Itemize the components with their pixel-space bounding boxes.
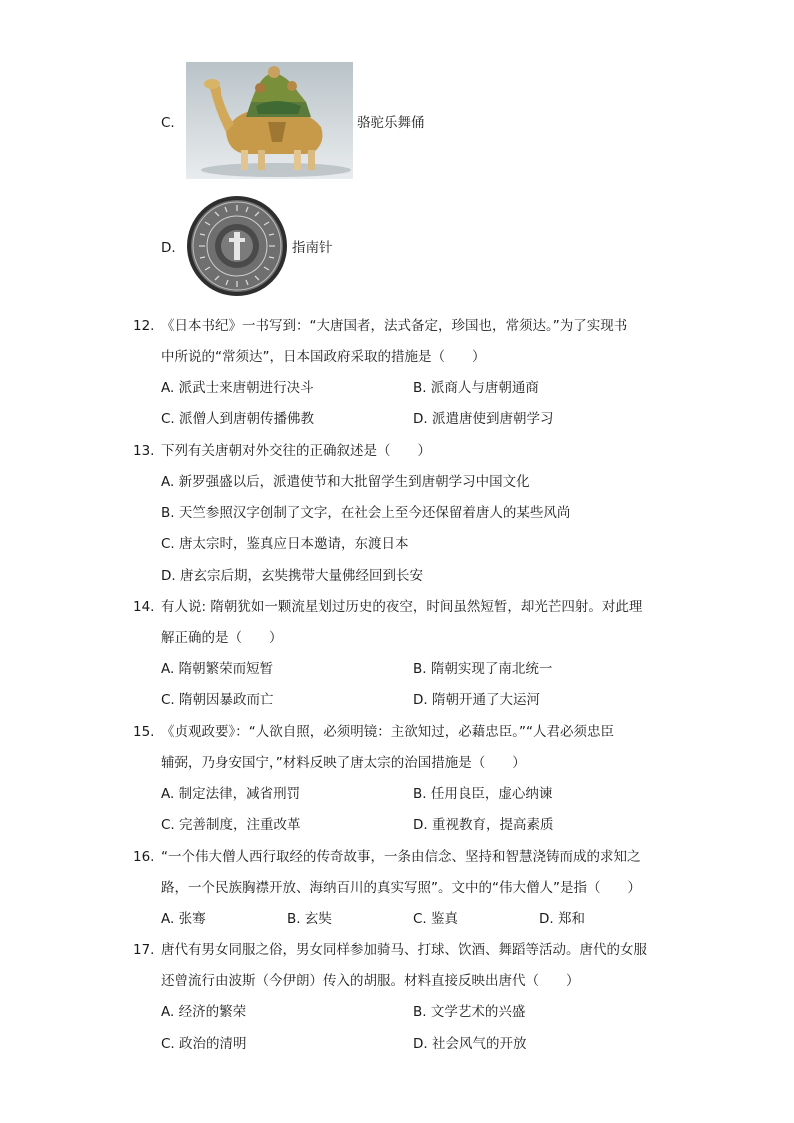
question-17-stem-line-1: 唐代有男女同服之俗，男女同样参加骑马、打球、饮酒、舞蹈等活动。唐代的女服 [161,942,647,958]
question-15-stem-line-1: 《贞观政要》：“人欲自照，必须明镜：主欲知过，必藉忠臣。”“人君必须忠臣 [161,724,614,740]
question-15-number: 15. [133,724,155,740]
question-12-option-d: D. 派遣唐使到唐朝学习 [413,411,554,427]
question-14-option-a: A. 隋朝繁荣而短暂 [161,661,274,677]
question-14-option-d: D. 隋朝开通了大运河 [413,692,540,708]
question-16-stem-line-1: “一个伟大僧人西行取经的传奇故事，一条由信念、坚持和智慧浇铸而成的求知之 [161,849,641,865]
question-13-option-d: D. 唐玄宗后期，玄奘携带大量佛经回到长安 [161,568,423,584]
camel-figurine-image [186,62,353,179]
question-16-option-c: C. 鉴真 [413,911,459,927]
question-12-number: 12. [133,318,155,334]
question-17-option-c: C. 政治的清明 [161,1036,247,1052]
question-12-stem-line-2: 中所说的“常须达”，日本国政府采取的措施是（ ） [161,349,486,365]
question-17-option-b: B. 文学艺术的兴盛 [413,1004,526,1020]
question-17-number: 17. [133,942,155,958]
option-d-letter: D. [161,240,176,256]
question-15-option-c: C. 完善制度，注重改革 [161,817,301,833]
option-c-letter: C. [161,115,175,131]
question-14-option-b: B. 隋朝实现了南北统一 [413,661,553,677]
question-15-option-d: D. 重视教育，提高素质 [413,817,554,833]
question-13-option-b: B. 天竺参照汉字创制了文字，在社会上至今还保留着唐人的某些风尚 [161,505,571,521]
question-16-option-b: B. 玄奘 [287,911,332,927]
question-15-option-a: A. 制定法律，减省刑罚 [161,786,301,802]
question-16-number: 16. [133,849,155,865]
question-13-number: 13. [133,443,155,459]
question-14-stem-line-1: 有人说: 隋朝犹如一颗流星划过历史的夜空，时间虽然短暂，却光芒四射。对此理 [161,599,643,615]
question-14-number: 14. [133,599,155,615]
question-13-option-a: A. 新罗强盛以后，派遣使节和大批留学生到唐朝学习中国文化 [161,474,530,490]
compass-disc-image [185,194,289,298]
question-12-stem-line-1: 《日本书纪》一书写到：“大唐国者，法式备定，珍国也，常须达。”为了实现书 [161,318,628,334]
question-17-option-d: D. 社会风气的开放 [413,1036,527,1052]
question-14-option-c: C. 隋朝因暴政而亡 [161,692,274,708]
question-14-stem-line-2: 解正确的是（ ） [161,630,283,646]
question-15-option-b: B. 任用良臣，虚心纳谏 [413,786,553,802]
question-17-option-a: A. 经济的繁荣 [161,1004,247,1020]
question-16-option-a: A. 张骞 [161,911,206,927]
question-16-option-d: D. 郑和 [539,911,585,927]
question-13-stem-line-1: 下列有关唐朝对外交往的正确叙述是（ ） [161,443,431,459]
question-15-stem-line-2: 辅弼，乃身安国宁，”材料反映了唐太宗的治国措施是（ ） [161,755,526,771]
question-12-option-b: B. 派商人与唐朝通商 [413,380,539,396]
question-16-stem-line-2: 路，一个民族胸襟开放、海纳百川的真实写照”。文中的“伟大僧人”是指（ ） [161,880,641,896]
question-13-option-c: C. 唐太宗时，鉴真应日本邀请，东渡日本 [161,536,409,552]
option-d-caption: 指南针 [292,240,333,256]
question-12-option-c: C. 派僧人到唐朝传播佛教 [161,411,315,427]
option-c-caption: 骆驼乐舞俑 [357,115,425,131]
question-17-stem-line-2: 还曾流行由波斯（今伊朗）传入的胡服。材料直接反映出唐代（ ） [161,973,580,989]
question-12-option-a: A. 派武士来唐朝进行决斗 [161,380,314,396]
